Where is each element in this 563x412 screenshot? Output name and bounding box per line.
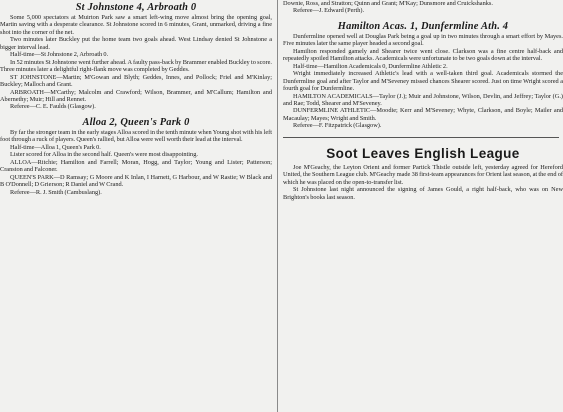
paragraph: By far the stronger team in the early stages Alloa scored in the tenth minute when Young shot with his left foot through a ruck of players. Queen's rallied, but Alloa were well worth their lead at the interval. [0, 128, 272, 144]
column-divider [277, 0, 278, 412]
headline-alloa-queens-park: Alloa 2, Queen's Park 0 [82, 116, 190, 128]
team-lineup-hamilton: HAMILTON ACADEMICALS—Taylor (J.); Muir and Johnstone, Wilson, Devlin, and Jeffrey; Taylor (G.) and Rae; Todd, Shearer and M'Seveney. [283, 92, 563, 107]
referee-line: Referee—J. Edward (Perth). [293, 7, 365, 15]
referee-line: Referee—C. E. Faulds (Glasgow). [10, 103, 96, 111]
paragraph: Hamilton responded gamely and Shearer twice went close. Clarkson was a fine centre half-back and repeatedly spoiled Hamilton attacks. Academicals were unfortunate to be two goals down at the interval. [283, 47, 563, 63]
team-lineup-queens-park: QUEEN'S PARK—D Ramsay; G Moore and K Inlan, I Harnett, G Harbour, and W Rastie; W Black and B O'Donnell; D Grierson; R Daniel and W Crand. [0, 173, 272, 189]
half-time-score: Half-time—Hamilton Academicals 0, Dunfermline Athletic 2. [293, 62, 448, 70]
half-time-score: Half-time—St Johnstone 2, Arbroath 0. [10, 51, 109, 59]
team-lineup-alloa: ALLOA—Ritchie; Hamilton and Farrell; Moran, Hogg, and Taylor; Young and Lister; Patterson; Cranston and Falconer. [0, 158, 272, 174]
team-lineup-dunfermline: DUNFERMLINE ATHLETIC—Moodie; Kerr and M'Seveney; Whyte, Clarkson, and Boyle; Mailer and Macaulay; Mayes; Wright and Smith. [283, 107, 563, 122]
referee-line: Referee—F. Fitzpatrick (Glasgow). [293, 122, 382, 130]
section-divider [283, 130, 559, 138]
paragraph: Wright immediately increased Athletic's lead with a well-taken third goal. Academicals stormed the Dunfermline goal and after Taylor and M'Seveney missed chances Shearer scored. Just on time Wright scored a fourth goal for Dunfermline. [283, 70, 563, 93]
headline-soot-leaves-english-league: Soot Leaves English League [326, 145, 520, 161]
left-column [0, 0, 272, 412]
right-column [283, 0, 563, 412]
paragraph: Joe M'Geachy, the Leyton Orient and former Partick Thistle outside left, yesterday agreed for Hereford United, the Southern League club. M'Geachy made 38 first-team appearances for Orient last season, at the end of which he was placed on the open-to-transfer list. [283, 163, 563, 186]
paragraph: Lister scored for Alloa in the second half. Queen's were most disappointing. [10, 151, 198, 159]
headline-st-johnstone-arbroath: St Johnstone 4, Arbroath 0 [75, 2, 197, 13]
team-lineup-st-johnstone: ST JOHNSTONE—Martin; M'Gowan and Blyth; Geddes, Innes, and Pollock; Friel and M'Kinlay; Buckley; Malloch and Grant. [0, 73, 272, 89]
paragraph: Two minutes later Buckley put the home team two goals ahead. West Lindsay denied St Johnstone a bigger interval lead. [0, 36, 272, 51]
team-lineup-arbroath: ARBROATH—M'Carthy; Malcolm and Crawford; Wilson, Brammer, and M'Callum; Hamilton and Abernethy; Muir; Hill and Rennet. [0, 88, 272, 103]
paragraph: Some 5,000 spectators at Muirton Park saw a smart left-wing move almost bring the opening goal, Martin saving with a desperate clearance. St Johnstone scored in 6 minutes, Grant, unmarked, driving a fine shot into the corner of the net. [0, 14, 272, 36]
headline-hamilton-dunfermline: Hamilton Acas. 1, Dunfermline Ath. 4 [337, 20, 509, 32]
team-lineup-continued: Downie, Ross, and Stratton; Quinn and Grant; M'Kay; Dunsmore and Cruickshanks. [283, 0, 493, 7]
paragraph: In 52 minutes St Johnstone went further ahead. A faulty pass-back by Brammer enabled Buckley to score. Three minutes later a delightful right-flank move was completed by Geddes. [0, 58, 272, 74]
half-time-score: Half-time—Alloa 1, Queen's Park 0. [10, 143, 101, 151]
paragraph: St Johnstone last night announced the signing of James Gould, a right half-back, who was on New Brighton's books last season. [283, 186, 563, 201]
paragraph: Dunfermline opened well at Douglas Park being a goal up in two minutes through a smart effort by Mayes. Five minutes later the same player headed a second goal. [283, 32, 563, 48]
referee-line: Referee—R. J. Smith (Cambuslang). [10, 188, 102, 196]
